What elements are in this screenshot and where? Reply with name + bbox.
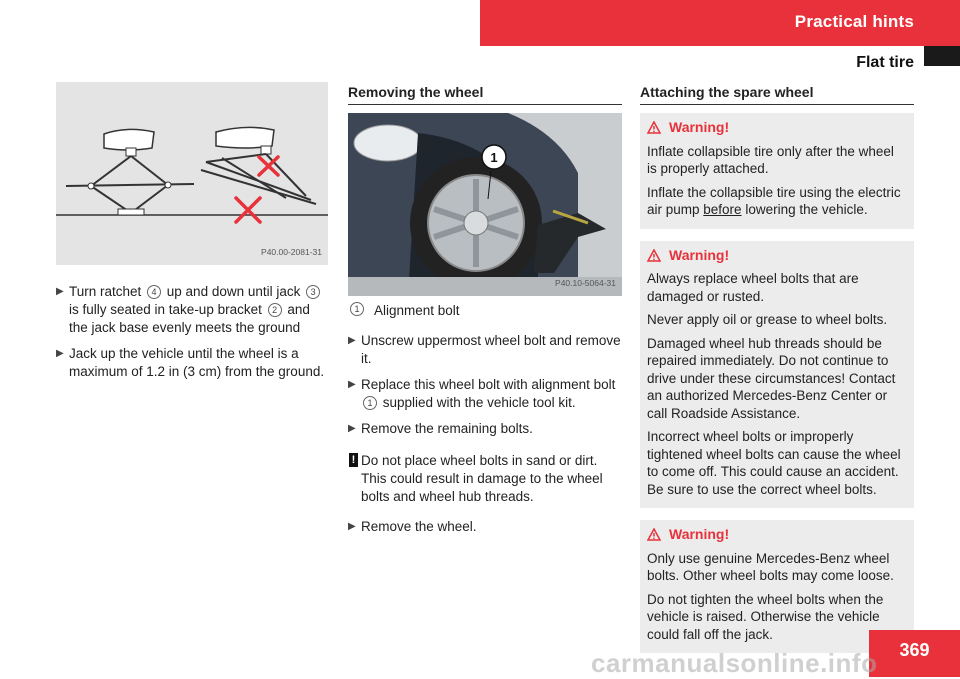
- section-heading: Removing the wheel: [348, 82, 622, 105]
- section-heading: Attaching the spare wheel: [640, 82, 914, 105]
- page-number: 369: [869, 630, 960, 677]
- step-item: [56, 283, 328, 337]
- caution-note: [348, 452, 622, 506]
- section-marker: [924, 46, 960, 66]
- step-text: Jack up the vehicle until the wheel is a maximum of 1.2 in (3 cm) from the ground.: [69, 346, 325, 379]
- callout-number: 3: [306, 285, 320, 299]
- warning-text: Damaged wheel hub threads should be repaired immediately. Do not continue to drive under these circumstances! Contact an authorized Mercedes-Benz Center or call Roadside Assistance.: [647, 335, 896, 421]
- wheel-illustration: [348, 113, 622, 296]
- figure-code: P40.10-5064-31: [555, 278, 616, 288]
- jack-illustration: [56, 82, 328, 265]
- step-text: supplied with the vehicle tool kit.: [382, 395, 576, 410]
- warning-text: Always replace wheel bolts that are damaged or rusted.: [647, 271, 859, 304]
- warning-text: Incorrect wheel bolts or improperly tightened wheel bolts can cause the wheel to come off. This could cause an accident. Be sure to use the correct wheel bolts.: [647, 429, 901, 497]
- warning-title: Warning!: [669, 246, 730, 263]
- legend-text: Alignment bolt: [374, 303, 460, 318]
- callout-number: 4: [147, 285, 161, 299]
- step-item: [56, 345, 328, 381]
- step-text: Unscrew uppermost wheel bolt and remove it.: [361, 333, 621, 366]
- callout-number: 2: [268, 303, 282, 317]
- arrow-icon: ▶: [348, 379, 356, 390]
- arrow-icon: ▶: [348, 521, 356, 532]
- warning-text: Never apply oil or grease to wheel bolts.: [647, 312, 888, 327]
- page-title: Flat tire: [856, 54, 914, 71]
- callout-number: 1: [350, 302, 364, 316]
- column-right: [640, 82, 914, 665]
- warning-box: [640, 113, 914, 229]
- note-text: Do not place wheel bolts in sand or dirt. This could result in damage to the wheel bolts and wheel hub threads.: [361, 453, 603, 504]
- warning-title: Warning!: [669, 526, 730, 542]
- warning-text: Only use genuine Mercedes-Benz wheel bolts. Other wheel bolts may come loose.: [647, 550, 894, 583]
- arrow-icon: ▶: [348, 335, 356, 346]
- figure-callout: 1: [490, 150, 498, 165]
- figure-code: P40.00-2081-31: [261, 247, 322, 257]
- warning-icon: [647, 528, 661, 541]
- step-text: is fully seated in take-up bracket: [69, 302, 266, 317]
- callout-number: 1: [363, 396, 377, 410]
- arrow-icon: ▶: [56, 348, 64, 359]
- figure-legend: [348, 302, 622, 320]
- wheel-photo: [348, 113, 622, 296]
- warning-text: Inflate the collapsible tire using the electric air pump before lowering the vehicle.: [647, 184, 901, 217]
- warning-icon: [647, 249, 661, 262]
- step-text: Turn ratchet: [69, 284, 146, 299]
- step-text: Remove the wheel.: [361, 519, 477, 534]
- step-text: and the jack base evenly meets the ground: [69, 302, 310, 335]
- step-item: [348, 420, 622, 438]
- watermark: carmanualsonline.info: [591, 648, 878, 678]
- section-title: Practical hints: [794, 12, 914, 31]
- column-left: [56, 82, 328, 389]
- warning-title: Warning!: [669, 119, 730, 135]
- step-item: [348, 332, 622, 368]
- warning-box: [640, 241, 914, 509]
- warning-icon: [647, 121, 661, 134]
- step-item: [348, 518, 622, 536]
- arrow-icon: ▶: [56, 286, 64, 297]
- step-text: Remove the remaining bolts.: [361, 421, 533, 436]
- column-middle: [348, 82, 622, 544]
- warning-text: Do not tighten the wheel bolts when the vehicle is raised. Otherwise the vehicle could fall off the jack.: [647, 591, 884, 642]
- step-item: [348, 376, 622, 412]
- step-text: Replace this wheel bolt with alignment bolt: [361, 377, 616, 392]
- exclamation-icon: !: [349, 453, 358, 467]
- step-text: up and down until jack: [163, 284, 305, 299]
- warning-text: Inflate collapsible tire only after the wheel is properly attached.: [647, 143, 894, 176]
- jack-diagram: [56, 82, 328, 265]
- arrow-icon: ▶: [348, 423, 356, 434]
